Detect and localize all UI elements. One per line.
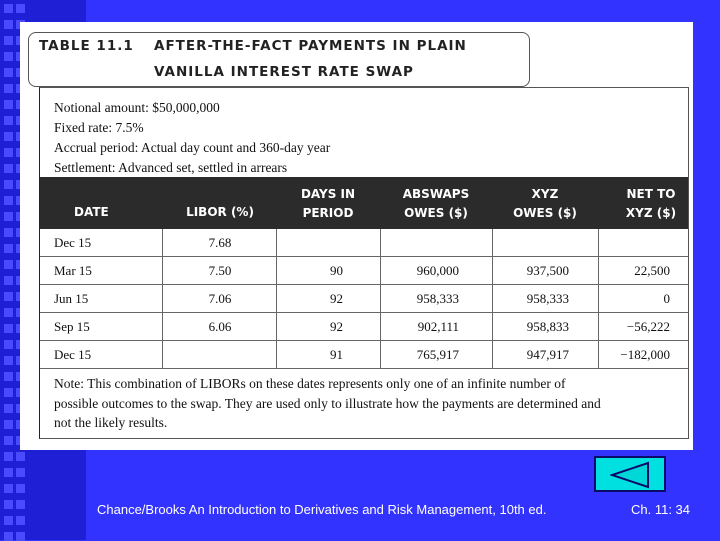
decorative-square	[4, 180, 13, 189]
decorative-square	[4, 100, 13, 109]
footer-page-number: Ch. 11: 34	[631, 502, 691, 517]
header-days-line-2: PERIOD	[302, 206, 354, 220]
decorative-square	[16, 4, 25, 13]
header-xyz-line-2: OWES ($)	[513, 206, 577, 220]
fixed-rate: Fixed rate: 7.5%	[54, 120, 144, 135]
decorative-square	[4, 340, 13, 349]
column-divider	[276, 341, 277, 369]
swap-terms	[54, 98, 330, 178]
cell-net: −56,222	[626, 319, 670, 334]
header-abswaps-line-2: OWES ($)	[404, 206, 468, 220]
slide-content	[20, 22, 693, 450]
decorative-square	[4, 308, 13, 317]
decorative-square	[4, 148, 13, 157]
cell-date: Jun 15	[54, 291, 89, 306]
column-divider	[276, 313, 277, 341]
header-days-in-period	[276, 185, 380, 223]
cell-days: 90	[330, 263, 343, 278]
decorative-square	[4, 116, 13, 125]
cell-libor: 6.06	[208, 319, 232, 334]
decorative-square	[4, 4, 13, 13]
cell-days: 92	[330, 291, 343, 306]
table-row	[40, 313, 688, 341]
column-divider	[380, 341, 381, 369]
cell-libor: 7.68	[208, 235, 232, 250]
decorative-square	[4, 84, 13, 93]
decorative-square	[4, 68, 13, 77]
column-divider	[380, 257, 381, 285]
table-number: TABLE 11.1	[39, 38, 134, 54]
header-libor: LIBOR (%)	[186, 205, 254, 219]
header-net-line-1: NET TO	[626, 187, 676, 201]
cell-date: Sep 15	[54, 319, 90, 334]
decorative-square	[4, 260, 13, 269]
table-row	[40, 229, 688, 257]
column-divider	[162, 313, 163, 341]
column-divider	[492, 285, 493, 313]
cell-net: −182,000	[620, 347, 670, 362]
cell-date: Mar 15	[54, 263, 92, 278]
table-row	[40, 285, 688, 313]
decorative-square	[16, 452, 25, 461]
column-divider	[598, 341, 599, 369]
note-line: not the likely results.	[54, 415, 168, 430]
decorative-square	[4, 500, 13, 509]
back-triangle-icon	[610, 461, 650, 489]
column-divider	[492, 229, 493, 257]
table-title-line-2: VANILLA INTEREST RATE SWAP	[154, 64, 414, 80]
column-divider	[276, 229, 277, 257]
decorative-square	[4, 516, 13, 525]
decorative-square	[16, 516, 25, 525]
column-divider	[380, 285, 381, 313]
table-title-line-1: AFTER-THE-FACT PAYMENTS IN PLAIN	[154, 38, 467, 54]
note-line: Note: This combination of LIBORs on these dates represents only one of an infinite number of	[54, 376, 566, 391]
decorative-square	[4, 132, 13, 141]
column-divider	[380, 313, 381, 341]
column-divider	[162, 229, 163, 257]
decorative-square	[4, 164, 13, 173]
note-line: possible outcomes to the swap. They are used only to illustrate how the payments are determined and	[54, 395, 601, 411]
decorative-square	[4, 228, 13, 237]
header-net-to-xyz	[598, 185, 704, 223]
header-xyz-owes	[492, 185, 598, 223]
decorative-square	[4, 452, 13, 461]
decorative-square	[4, 436, 13, 445]
decorative-square	[16, 500, 25, 509]
decorative-square	[4, 356, 13, 365]
header-days-line-1: DAYS IN	[300, 187, 356, 201]
table-row	[40, 257, 688, 285]
cell-xyz: 958,333	[526, 291, 569, 306]
table-title-box	[28, 32, 530, 87]
column-divider	[598, 229, 599, 257]
decorative-square	[4, 244, 13, 253]
decorative-square	[4, 196, 13, 205]
footer-citation: Chance/Brooks An Introduction to Derivatives and Risk Management, 10th ed.	[97, 502, 547, 517]
cell-days: 92	[330, 319, 343, 334]
table-row	[40, 341, 688, 369]
settlement: Settlement: Advanced set, settled in arrears	[54, 160, 288, 175]
cell-abswaps: 958,333	[416, 291, 459, 306]
header-xyz-line-1: XYZ	[531, 187, 559, 201]
decorative-square	[4, 404, 13, 413]
accrual-period: Accrual period: Actual day count and 360-day year	[54, 140, 331, 155]
cell-abswaps: 960,000	[416, 263, 459, 278]
decorative-square	[4, 36, 13, 45]
decorative-square	[4, 388, 13, 397]
column-divider	[276, 257, 277, 285]
decorative-square	[4, 276, 13, 285]
cell-xyz: 937,500	[526, 263, 569, 278]
column-divider	[162, 341, 163, 369]
header-date: DATE	[74, 205, 109, 219]
decorative-square	[4, 20, 13, 29]
cell-date: Dec 15	[54, 235, 92, 250]
table-note	[54, 374, 684, 433]
cell-net: 22,500	[634, 263, 670, 278]
cell-libor: 7.50	[208, 263, 232, 278]
decorative-square	[4, 484, 13, 493]
column-divider	[380, 229, 381, 257]
cell-xyz: 958,833	[526, 319, 569, 334]
header-abswaps-line-1: ABSWAPS	[402, 187, 470, 201]
decorative-square	[16, 468, 25, 477]
cell-libor: 7.06	[208, 291, 232, 306]
cell-abswaps: 765,917	[416, 347, 459, 362]
column-divider	[492, 313, 493, 341]
back-button[interactable]	[594, 456, 666, 492]
column-divider	[492, 341, 493, 369]
cell-abswaps: 902,111	[417, 319, 459, 334]
decorative-square	[4, 52, 13, 61]
decorative-square	[4, 420, 13, 429]
column-divider	[598, 313, 599, 341]
column-divider	[598, 285, 599, 313]
decorative-square	[16, 484, 25, 493]
column-divider	[162, 257, 163, 285]
decorative-square	[4, 324, 13, 333]
column-divider	[492, 257, 493, 285]
column-divider	[162, 285, 163, 313]
decorative-square	[4, 212, 13, 221]
notional-amount: Notional amount: $50,000,000	[54, 100, 220, 115]
cell-net: 0	[663, 291, 670, 306]
cell-days: 91	[330, 347, 343, 362]
decorative-square	[4, 292, 13, 301]
table-header	[40, 177, 688, 229]
decorative-square	[4, 468, 13, 477]
header-abswaps-owes	[380, 185, 492, 223]
decorative-square	[4, 372, 13, 381]
column-divider	[276, 285, 277, 313]
column-divider	[598, 257, 599, 285]
cell-date: Dec 15	[54, 347, 92, 362]
header-net-line-2: XYZ ($)	[625, 206, 677, 220]
cell-xyz: 947,917	[526, 347, 569, 362]
